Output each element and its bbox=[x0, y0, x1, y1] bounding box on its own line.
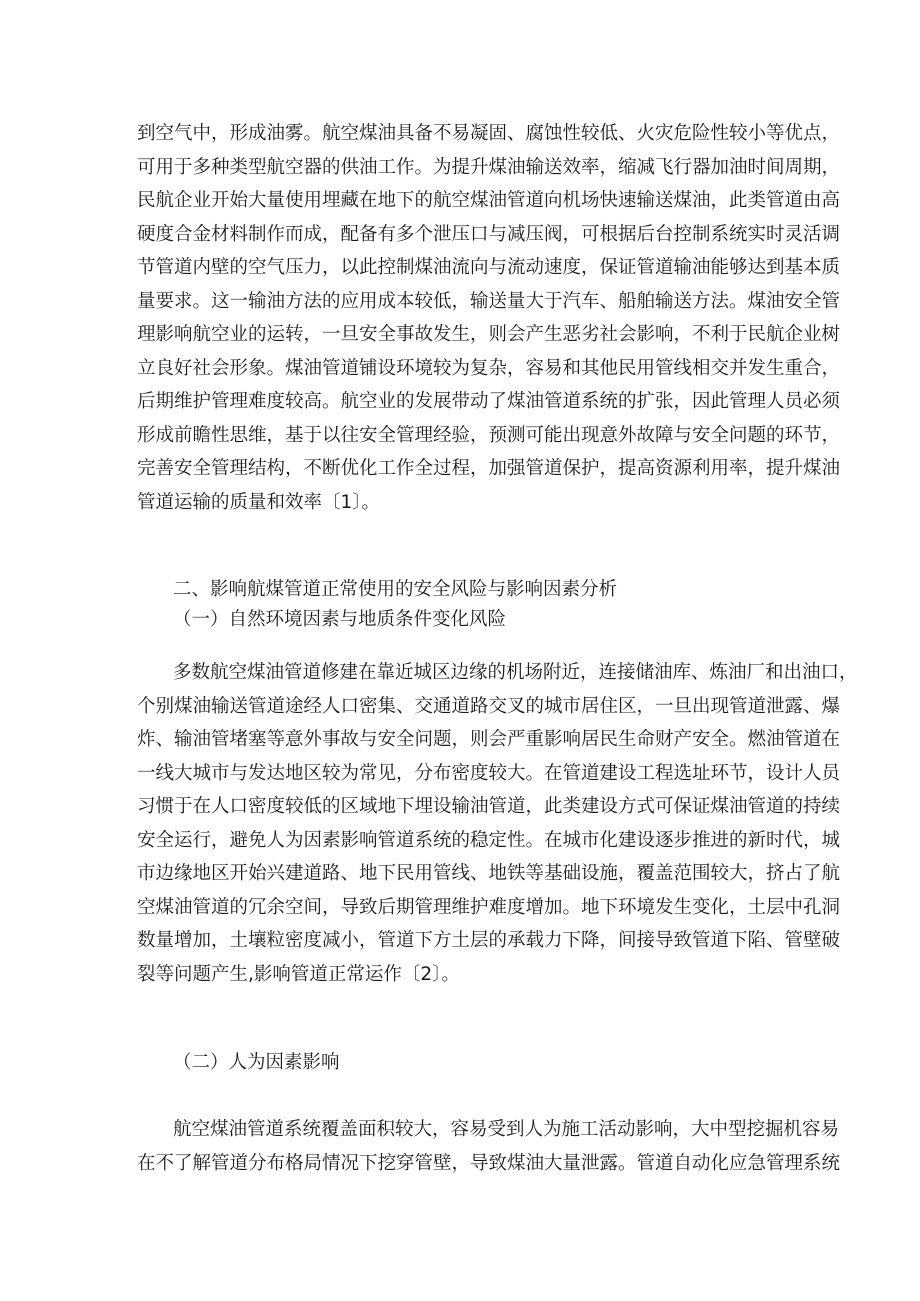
text-line: 空煤油管道的冗余空间，导致后期管理维护难度增加。地下环境发生变化，土层中孔洞 bbox=[137, 896, 841, 918]
text-line: 管道运输的质量和效率〔1〕。 bbox=[137, 491, 381, 513]
text-line: 个别煤油输送管道途经人口密集、交通道路交叉的城市居住区，一旦出现管道泄露、爆 bbox=[137, 695, 841, 717]
text-line: 航空煤油管道系统覆盖面积较大，容易受到人为施工活动影响，大中型挖掘机容易 bbox=[173, 1119, 840, 1140]
text-line: 习惯于在人口密度较低的区域地下埋设输油管道，此类建设方式可保证煤油管道的持续 bbox=[137, 796, 841, 817]
text-line: 后期维护管理难度较高。航空业的发展带动了煤油管道系统的扩张，因此管理人员必须 bbox=[137, 391, 841, 412]
text-line: 理影响航空业的运转，一旦安全事故发生，则会产生恶劣社会影响，不利于民航企业树 bbox=[137, 324, 841, 345]
text-line: 多数航空煤油管道修建在靠近城区边缘的机场附近，连接储油库、炼油厂和出油口， bbox=[173, 662, 858, 683]
text-line: 在不了解管道分布格局情况下挖穿管壁，导致煤油大量泄露。管道自动化应急管理系统 bbox=[137, 1152, 841, 1174]
text-line: 炸、输油管堵塞等意外事故与安全问题，则会严重影响居民生命财产安全。燃油管道在 bbox=[137, 729, 841, 750]
text-line: 数量增加，土壤粒密度减小，管道下方土层的承载力下降，间接导致管道下陷、管壁破 bbox=[137, 930, 841, 951]
paragraph-natural-environment bbox=[137, 656, 858, 991]
text-line: 一线大城市与发达地区较为常见，分布密度较大。在管道建设工程选址环节，设计人员 bbox=[137, 762, 841, 784]
text-line: 市边缘地区开始兴建道路、地下民用管线、地铁等基础设施，覆盖范围较大，挤占了航 bbox=[137, 863, 841, 884]
paragraph-intro bbox=[137, 117, 841, 519]
text-line: 完善安全管理结构，不断优化工作全过程，加强管道保护，提高资源利用率，提升煤油 bbox=[137, 458, 841, 479]
text-line: 节管道内壁的空气压力，以此控制煤油流向与流动速度，保证管道输油能够达到基本质 bbox=[137, 257, 841, 278]
text-line: 立良好社会形象。煤油管道铺设环境较为复杂，容易和其他民用管线相交并发生重合， bbox=[137, 357, 841, 379]
text-line: 硬度合金材料制作而成，配备有多个泄压口与减压阀，可根据后台控制系统实时灵活调 bbox=[137, 223, 841, 245]
text-line: 形成前瞻性思维，基于以往安全管理经验，预测可能出现意外故障与安全问题的环节， bbox=[137, 424, 841, 446]
text-line: 裂等问题产生,影响管道正常运作〔2〕。 bbox=[137, 963, 460, 985]
paragraph-human-factors bbox=[137, 1113, 841, 1180]
text-line: 可用于多种类型航空器的供油工作。为提升煤油输送效率，缩减飞行器加油时间周期， bbox=[137, 156, 841, 178]
text-line: 量要求。这一输油方法的应用成本较低，输送量大于汽车、船舶输送方法。煤油安全管 bbox=[137, 290, 841, 312]
text-line: 到空气中，形成油雾。航空煤油具备不易凝固、腐蚀性较低、火灾危险性较小等优点， bbox=[137, 123, 841, 144]
section-heading: 二、影响航煤管道正常使用的安全风险与影响因素分析 bbox=[173, 579, 618, 600]
subsection-heading-1: （一）自然环境因素与地质条件变化风险 bbox=[173, 609, 507, 630]
subsection-heading-2: （二）人为因素影响 bbox=[173, 1052, 340, 1073]
text-line: 安全运行，避免人为因素影响管道系统的稳定性。在城市化建设逐步推进的新时代，城 bbox=[137, 829, 841, 851]
text-line: 民航企业开始大量使用埋藏在地下的航空煤油管道向机场快速输送煤油，此类管道由高 bbox=[137, 190, 841, 211]
